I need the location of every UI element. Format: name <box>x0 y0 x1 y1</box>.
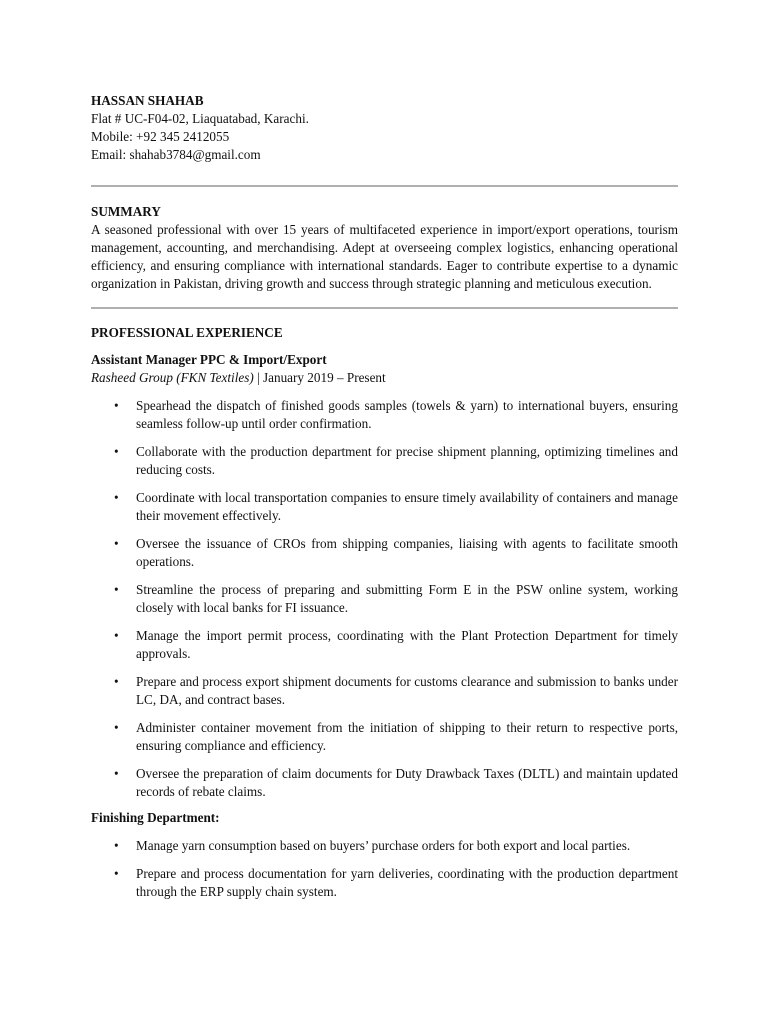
list-item <box>91 581 678 617</box>
job-dates: January 2019 – Present <box>262 370 386 385</box>
list-item <box>91 489 678 525</box>
bullet-text: Coordinate with local transportation companies to ensure timely availability of containers and manage their movement effectively. <box>136 490 678 523</box>
resume-page <box>91 92 678 911</box>
bullet-text: Oversee the preparation of claim documents for Duty Drawback Taxes (DLTL) and maintain updated records of rebate claims. <box>136 766 678 799</box>
bullet-icon: • <box>114 674 119 689</box>
bullet-text: Collaborate with the production department for precise shipment planning, optimizing timelines and reducing costs. <box>136 444 678 477</box>
bullet-text: Prepare and process export shipment documents for customs clearance and submission to banks under LC, DA, and contract bases. <box>136 674 678 707</box>
bullet-icon: • <box>114 582 119 597</box>
list-item <box>91 719 678 755</box>
list-item <box>91 865 678 901</box>
list-item <box>91 627 678 663</box>
job-company: Rasheed Group (FKN Textiles) <box>91 370 254 385</box>
contact-address: Flat # UC-F04-02, Liaquatabad, Karachi. <box>91 111 309 126</box>
bullet-text: Manage yarn consumption based on buyers’ purchase orders for both export and local parties. <box>136 838 631 853</box>
job-meta <box>91 369 678 387</box>
bullet-icon: • <box>114 838 119 853</box>
bullet-text: Streamline the process of preparing and submitting Form E in the PSW online system, working closely with local banks for FI issuance. <box>136 582 678 615</box>
finishing-title: Finishing Department: <box>91 810 220 825</box>
divider-1 <box>91 185 678 187</box>
bullet-text: Oversee the issuance of CROs from shipping companies, liaising with agents to facilitate smooth operations. <box>136 536 678 569</box>
contact-mobile: Mobile: +92 345 2412055 <box>91 129 230 144</box>
bullet-icon: • <box>114 766 119 781</box>
bullet-text: Prepare and process documentation for yarn deliveries, coordinating with the production department through the ERP supply chain system. <box>136 866 678 899</box>
bullet-text: Spearhead the dispatch of finished goods samples (towels & yarn) to international buyers, ensuring seamless follow-up until order confirmation. <box>136 398 678 431</box>
bullet-text: Administer container movement from the initiation of shipping to their return to respective ports, ensuring compliance and efficiency. <box>136 720 678 753</box>
bullet-icon: • <box>114 866 119 881</box>
summary-section <box>91 203 678 293</box>
list-item <box>91 397 678 433</box>
job-separator: | <box>253 370 263 385</box>
finishing-bullet-list <box>91 837 678 901</box>
contact-email: Email: shahab3784@gmail.com <box>91 147 261 162</box>
job-title: Assistant Manager PPC & Import/Export <box>91 352 327 367</box>
bullet-icon: • <box>114 444 119 459</box>
list-item <box>91 535 678 571</box>
experience-title: PROFESSIONAL EXPERIENCE <box>91 325 283 340</box>
job-bullet-list <box>91 397 678 801</box>
bullet-icon: • <box>114 536 119 551</box>
bullet-icon: • <box>114 720 119 735</box>
bullet-icon: • <box>114 628 119 643</box>
list-item <box>91 837 678 855</box>
list-item <box>91 765 678 801</box>
bullet-text: Manage the import permit process, coordinating with the Plant Protection Department for timely approvals. <box>136 628 678 661</box>
candidate-name: HASSAN SHAHAB <box>91 93 204 108</box>
contact-block <box>91 92 678 164</box>
list-item <box>91 673 678 709</box>
divider-2 <box>91 307 678 309</box>
list-item <box>91 443 678 479</box>
summary-text: A seasoned professional with over 15 years of multifaceted experience in import/export operations, tourism management, accounting, and merchandising. Adept at overseeing complex logistics, enhancing operational efficiency, and ensuring compliance with international standards. Eager to contribute expertise to a dynamic organization in Pakistan, driving growth and success through strategic planning and meticulous execution. <box>91 222 678 291</box>
summary-title: SUMMARY <box>91 204 161 219</box>
bullet-icon: • <box>114 490 119 505</box>
bullet-icon: • <box>114 398 119 413</box>
experience-section <box>91 324 678 901</box>
